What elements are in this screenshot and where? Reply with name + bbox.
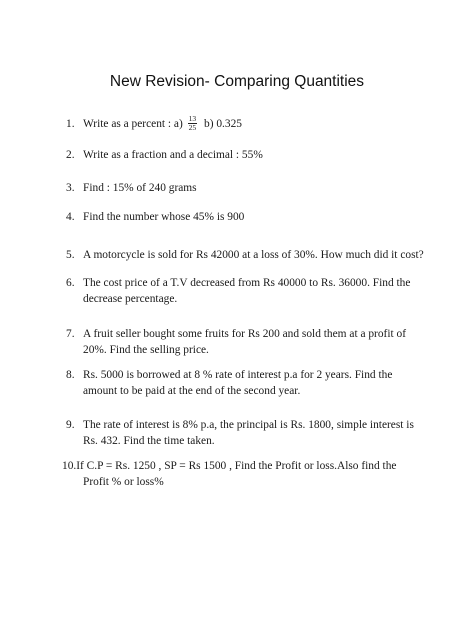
page-title: New Revision- Comparing Quantities: [109, 73, 365, 90]
question-text-part: b) 0.325: [204, 118, 242, 131]
question-line: The cost price of a T.V decreased from Rs 40000 to Rs. 36000. Find the: [83, 277, 411, 289]
question-text-part: Write as a percent : a): [83, 118, 183, 131]
question-text: [83, 275, 426, 307]
question-number: 1.: [66, 118, 75, 130]
question-text: Find the number whose 45% is 900: [83, 211, 245, 223]
question-line: The rate of interest is 8% p.a, the principal is Rs. 1800, simple interest is: [83, 419, 414, 431]
question-text: [83, 367, 426, 399]
fraction: [188, 115, 198, 132]
question-text: A motorcycle is sold for Rs 42000 at a loss of 30%. How much did it cost?: [83, 249, 424, 261]
question-line: amount to be paid at the end of the second year.: [83, 385, 301, 397]
question-6: [66, 275, 426, 307]
question-line: If C.P = Rs. 1250 , SP = Rs 1500 , Find the Profit or loss.Also find the: [76, 460, 397, 472]
question-7: [66, 326, 426, 358]
question-number: 4.: [66, 211, 75, 223]
question-text: [83, 116, 426, 133]
question-number: 6.: [66, 277, 75, 289]
question-8: [66, 367, 426, 399]
question-text: [83, 326, 426, 358]
question-number: 10.: [62, 460, 77, 472]
question-line-row: [62, 458, 422, 474]
question-line: decrease percentage.: [83, 293, 178, 305]
fraction-numerator: 13: [188, 114, 197, 123]
question-line: 20%. Find the selling price.: [83, 344, 209, 356]
question-line: A fruit seller bought some fruits for Rs 200 and sold them at a profit of: [83, 328, 406, 340]
question-3: [66, 180, 426, 196]
question-text: [83, 417, 438, 449]
question-text: Write as a fraction and a decimal : 55%: [83, 149, 263, 161]
question-line: Rs. 5000 is borrowed at 8 % rate of interest p.a for 2 years. Find the: [83, 369, 393, 381]
question-number: 9.: [66, 419, 75, 431]
question-4: [66, 209, 426, 225]
fraction-denominator: 25: [188, 123, 197, 132]
question-line: Rs. 432. Find the time taken.: [83, 435, 215, 447]
question-9: [66, 417, 438, 449]
question-5: [66, 247, 446, 263]
question-number: 7.: [66, 328, 75, 340]
question-2: [66, 147, 426, 163]
question-number: 3.: [66, 182, 75, 194]
question-number: 8.: [66, 369, 75, 381]
question-1: [66, 116, 426, 133]
question-text: Find : 15% of 240 grams: [83, 182, 197, 194]
question-number: 2.: [66, 149, 75, 161]
question-line: Profit % or loss%: [83, 476, 164, 488]
question-10: [62, 458, 422, 490]
question-number: 5.: [66, 249, 75, 261]
